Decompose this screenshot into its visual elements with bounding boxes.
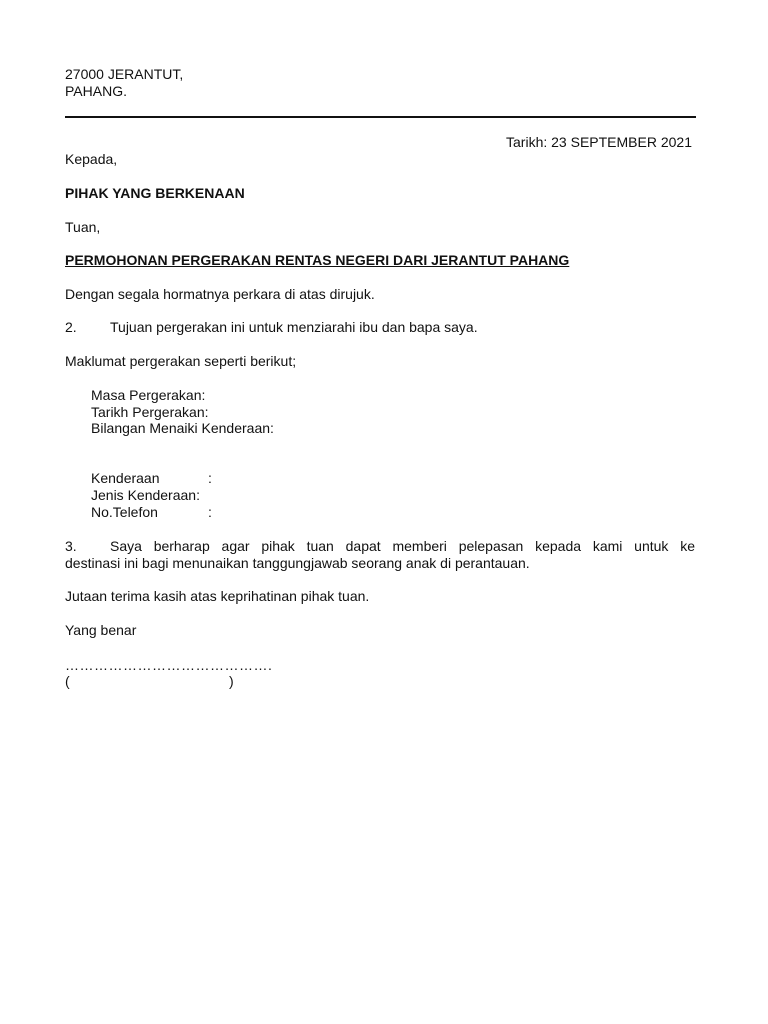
letter-date: Tarikh: 23 SEPTEMBER 2021: [506, 134, 692, 150]
greeting: Tuan,: [65, 219, 101, 235]
signature-dots: …………………………………….: [65, 657, 273, 673]
vehicle-sep: :: [208, 504, 212, 520]
closing-line: Yang benar: [65, 622, 137, 638]
vehicle-label: Kenderaan: [91, 470, 160, 486]
thanks-line: Jutaan terima kasih atas keprihatinan pihak tuan.: [65, 588, 370, 604]
vehicle-label: No.Telefon: [91, 504, 158, 520]
vehicle-row-kenderaan: [91, 470, 212, 487]
details-intro: Maklumat pergerakan seperti berikut;: [65, 353, 297, 369]
paragraph-2: [65, 319, 478, 336]
detail-bilangan: Bilangan Menaiki Kenderaan:: [91, 420, 274, 436]
paragraph-3-line-1: [65, 538, 695, 555]
paragraph-3-text-1: Saya berharap agar pihak tuan dapat memberi pelepasan kepada kami untuk ke: [110, 538, 695, 554]
paragraph-3: [65, 538, 695, 572]
subject-line: PERMOHONAN PERGERAKAN RENTAS NEGERI DARI JERANTUT PAHANG: [65, 252, 570, 268]
vehicle-label: Jenis Kenderaan:: [91, 487, 200, 503]
paragraph-3-line-2: destinasi ini bagi menunaikan tanggungjawab seorang anak di perantauan.: [65, 555, 530, 571]
paragraph-3-number: 3.: [65, 538, 77, 554]
detail-masa: Masa Pergerakan:: [91, 387, 206, 403]
recipient: PIHAK YANG BERKENAAN: [65, 185, 245, 201]
paragraph-2-number: 2.: [65, 319, 77, 335]
address-line-2: PAHANG.: [65, 83, 127, 99]
signature-bracket-close: ): [229, 673, 234, 689]
vehicle-sep: :: [208, 470, 212, 486]
vehicle-row-jenis: [91, 487, 200, 504]
opening-paragraph: Dengan segala hormatnya perkara di atas dirujuk.: [65, 286, 375, 302]
address-line-1: 27000 JERANTUT,: [65, 66, 184, 82]
salutation-to: Kepada,: [65, 151, 118, 167]
detail-tarikh: Tarikh Pergerakan:: [91, 404, 209, 420]
signature-bracket-open: (: [65, 673, 70, 689]
paragraph-2-text: Tujuan pergerakan ini untuk menziarahi ibu dan bapa saya.: [110, 319, 478, 335]
header-divider: [65, 116, 696, 118]
vehicle-row-telefon: [91, 504, 212, 521]
